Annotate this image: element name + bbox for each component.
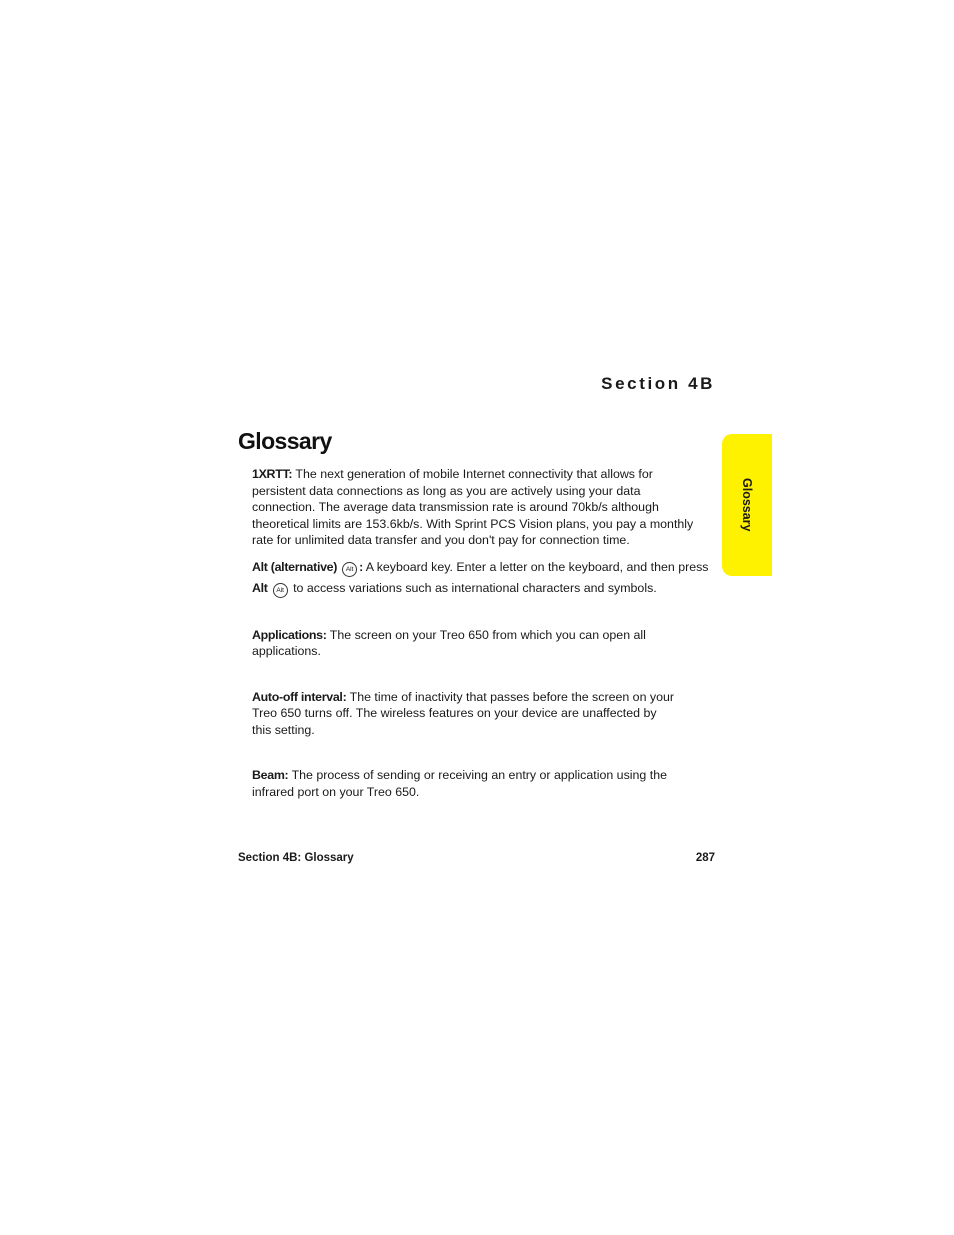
alt-key-icon: Alt xyxy=(342,562,357,577)
entry-text-line: Treo 650 turns off. The wireless features on your device are unaffected by xyxy=(252,706,657,720)
entry-text-line: theoretical limits are 153.6kb/s. With Sprint PCS Vision plans, you pay a monthly xyxy=(252,516,694,531)
alt-key-icon: Alt xyxy=(273,583,288,598)
entry-text-line: this setting. xyxy=(252,722,315,737)
entry-term: 1XRTT: xyxy=(252,467,293,481)
glossary-entry-alt xyxy=(252,559,722,598)
entry-term: Auto-off interval: xyxy=(252,689,347,704)
entry-text-line: The process of sending or receiving an entry or application using the xyxy=(291,768,667,782)
glossary-entry-beam xyxy=(252,767,722,800)
page-number: 287 xyxy=(695,852,715,864)
footer-section-title: Section 4B: Glossary xyxy=(238,852,354,864)
entry-term: Beam: xyxy=(252,768,289,782)
entry-colon: : xyxy=(359,559,363,574)
side-tab-label: Glossary xyxy=(740,478,754,532)
entry-text-line: The screen on your Treo 650 from which you can open all xyxy=(329,627,646,642)
entry-text-line: connection. The average data transmission rate is around 70kb/s although xyxy=(252,500,659,514)
entry-text-line: A keyboard key. Enter a letter on the keyboard, and then press xyxy=(365,559,709,574)
entry-term: Applications: xyxy=(252,627,327,642)
entry-text-line: applications. xyxy=(252,644,321,658)
entry-text-line: The time of inactivity that passes before the screen on your xyxy=(349,689,675,704)
page-title: Glossary xyxy=(238,428,332,454)
entry-text-line: to access variations such as international characters and symbols. xyxy=(293,580,657,595)
entry-text-line: persistent data connections as long as you are actively using your data xyxy=(252,483,641,498)
entry-text-line: infrared port on your Treo 650. xyxy=(252,784,420,799)
glossary-entries xyxy=(252,466,722,800)
glossary-entry-1xrtt xyxy=(252,466,722,549)
glossary-entry-applications xyxy=(252,627,722,660)
section-label: Section 4B xyxy=(601,374,715,393)
entry-term: Alt (alternative) xyxy=(252,559,338,574)
glossary-entry-auto-off-interval xyxy=(252,689,722,739)
entry-text-line: The next generation of mobile Internet connectivity that allows for xyxy=(295,467,653,481)
side-tab xyxy=(722,434,772,576)
entry-term-secondary: Alt xyxy=(252,580,268,595)
entry-text-line: rate for unlimited data transfer and you don't pay for connection time. xyxy=(252,533,630,547)
